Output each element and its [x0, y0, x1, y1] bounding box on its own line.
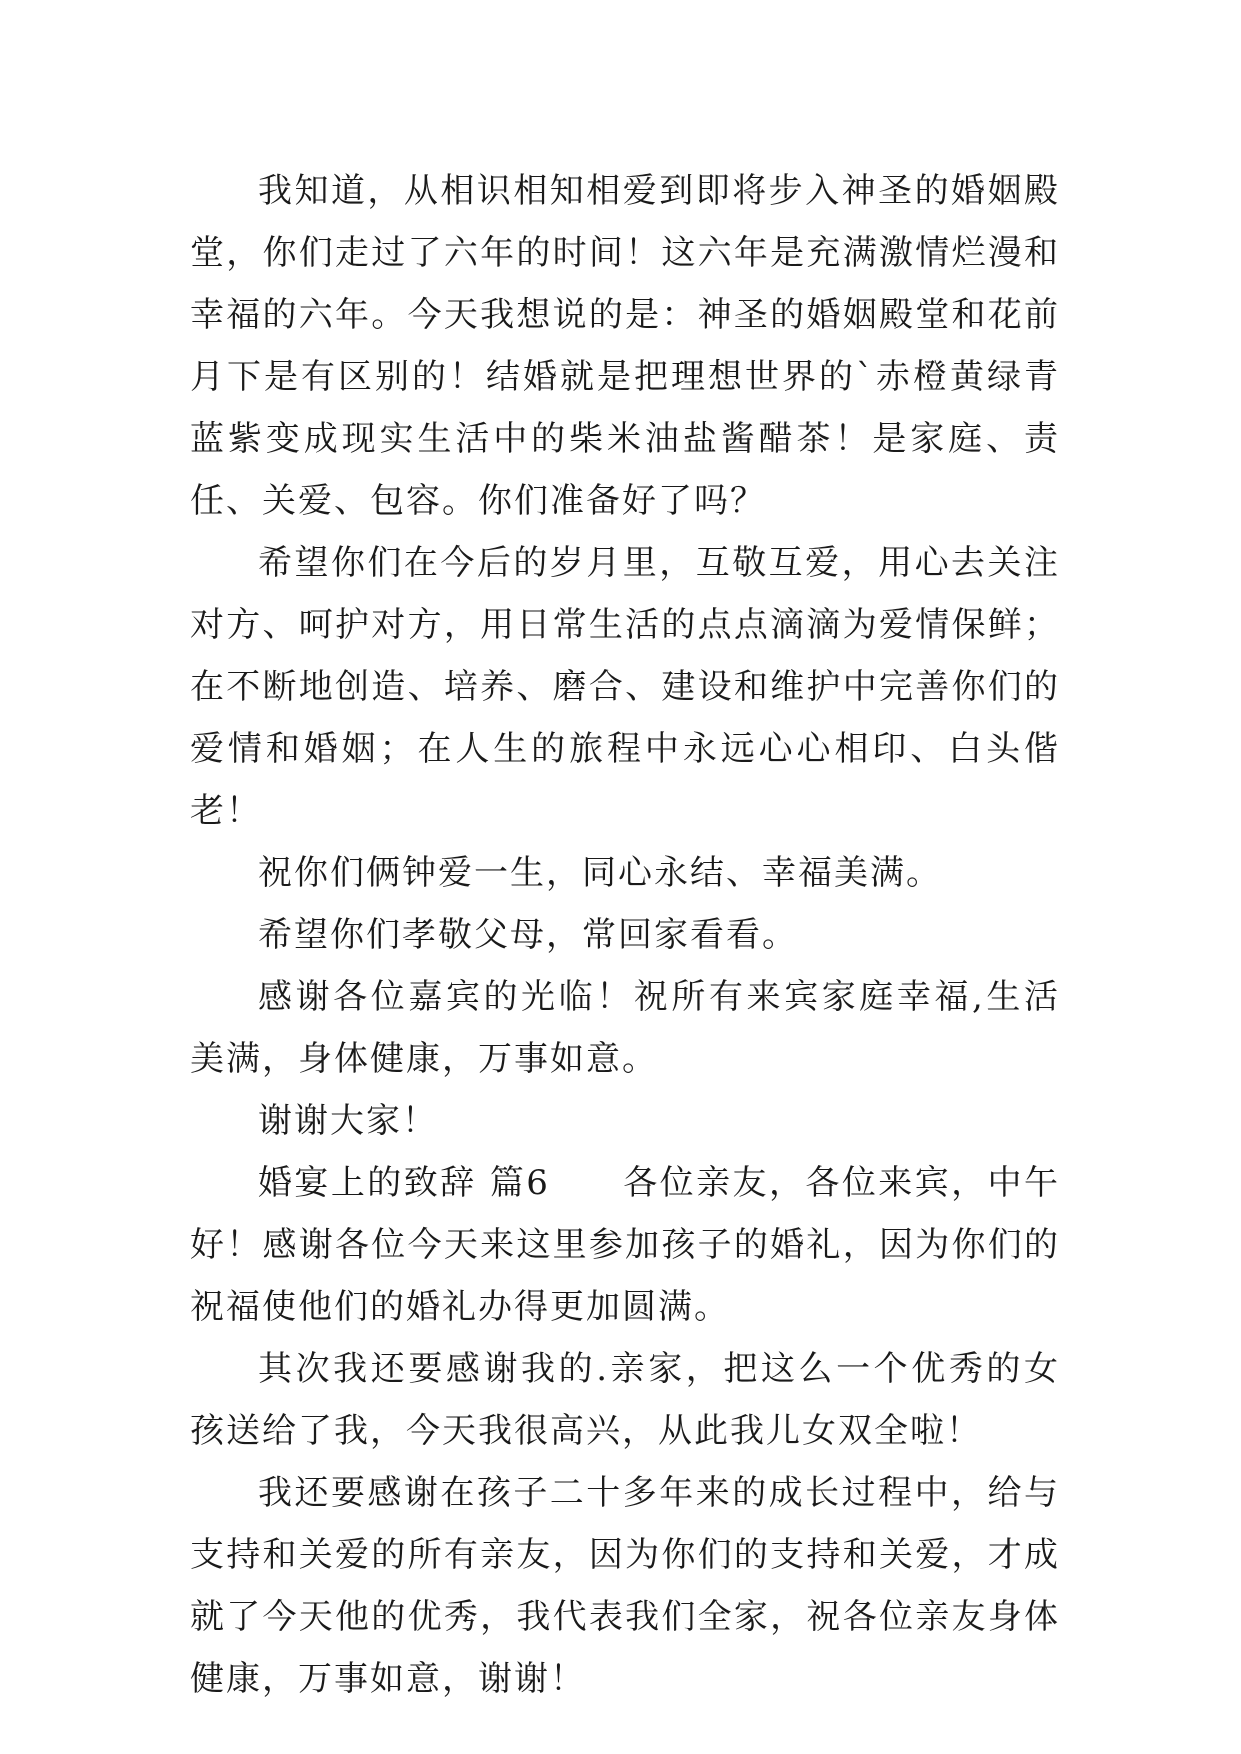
paragraph: 希望你们在今后的岁月里，互敬互爱，用心去关注对方、呵护对方，用日常生活的点点滴滴为爱情保鲜；在不断地创造、培养、磨合、建设和维护中完善你们的爱情和婚姻；在人生的旅程中永远心心相印、白头偕老！ [190, 543, 1060, 831]
paragraph: 感谢各位嘉宾的光临！祝所有来宾家庭幸福,生活美满，身体健康，万事如意。 [190, 977, 1060, 1079]
document-body [190, 160, 1060, 1710]
paragraph: 祝你们俩钟爱一生，同心永结、幸福美满。 [258, 853, 942, 893]
paragraph: 谢谢大家！ [258, 1101, 438, 1141]
paragraph: 婚宴上的致辞 篇6 各位亲友，各位来宾，中午好！感谢各位今天来这里参加孩子的婚礼，因为你们的祝福使他们的婚礼办得更加圆满。 [190, 1163, 1060, 1327]
paragraph: 我还要感谢在孩子二十多年来的成长过程中，给与支持和关爱的所有亲友，因为你们的支持和关爱，才成就了今天他的优秀，我代表我们全家，祝各位亲友身体健康，万事如意，谢谢！ [190, 1473, 1060, 1699]
paragraph: 我知道，从相识相知相爱到即将步入神圣的婚姻殿堂，你们走过了六年的时间！这六年是充满激情烂漫和幸福的六年。今天我想说的是：神圣的婚姻殿堂和花前月下是有区别的！结婚就是把理想世界的`赤橙黄绿青蓝紫变成现实生活中的柴米油盐酱醋茶！是家庭、责任、关爱、包容。你们准备好了吗？ [190, 171, 1060, 521]
paragraph: 希望你们孝敬父母，常回家看看。 [258, 915, 798, 955]
paragraph: 其次我还要感谢我的.亲家，把这么一个优秀的女孩送给了我，今天我很高兴，从此我儿女双全啦！ [190, 1349, 1060, 1451]
